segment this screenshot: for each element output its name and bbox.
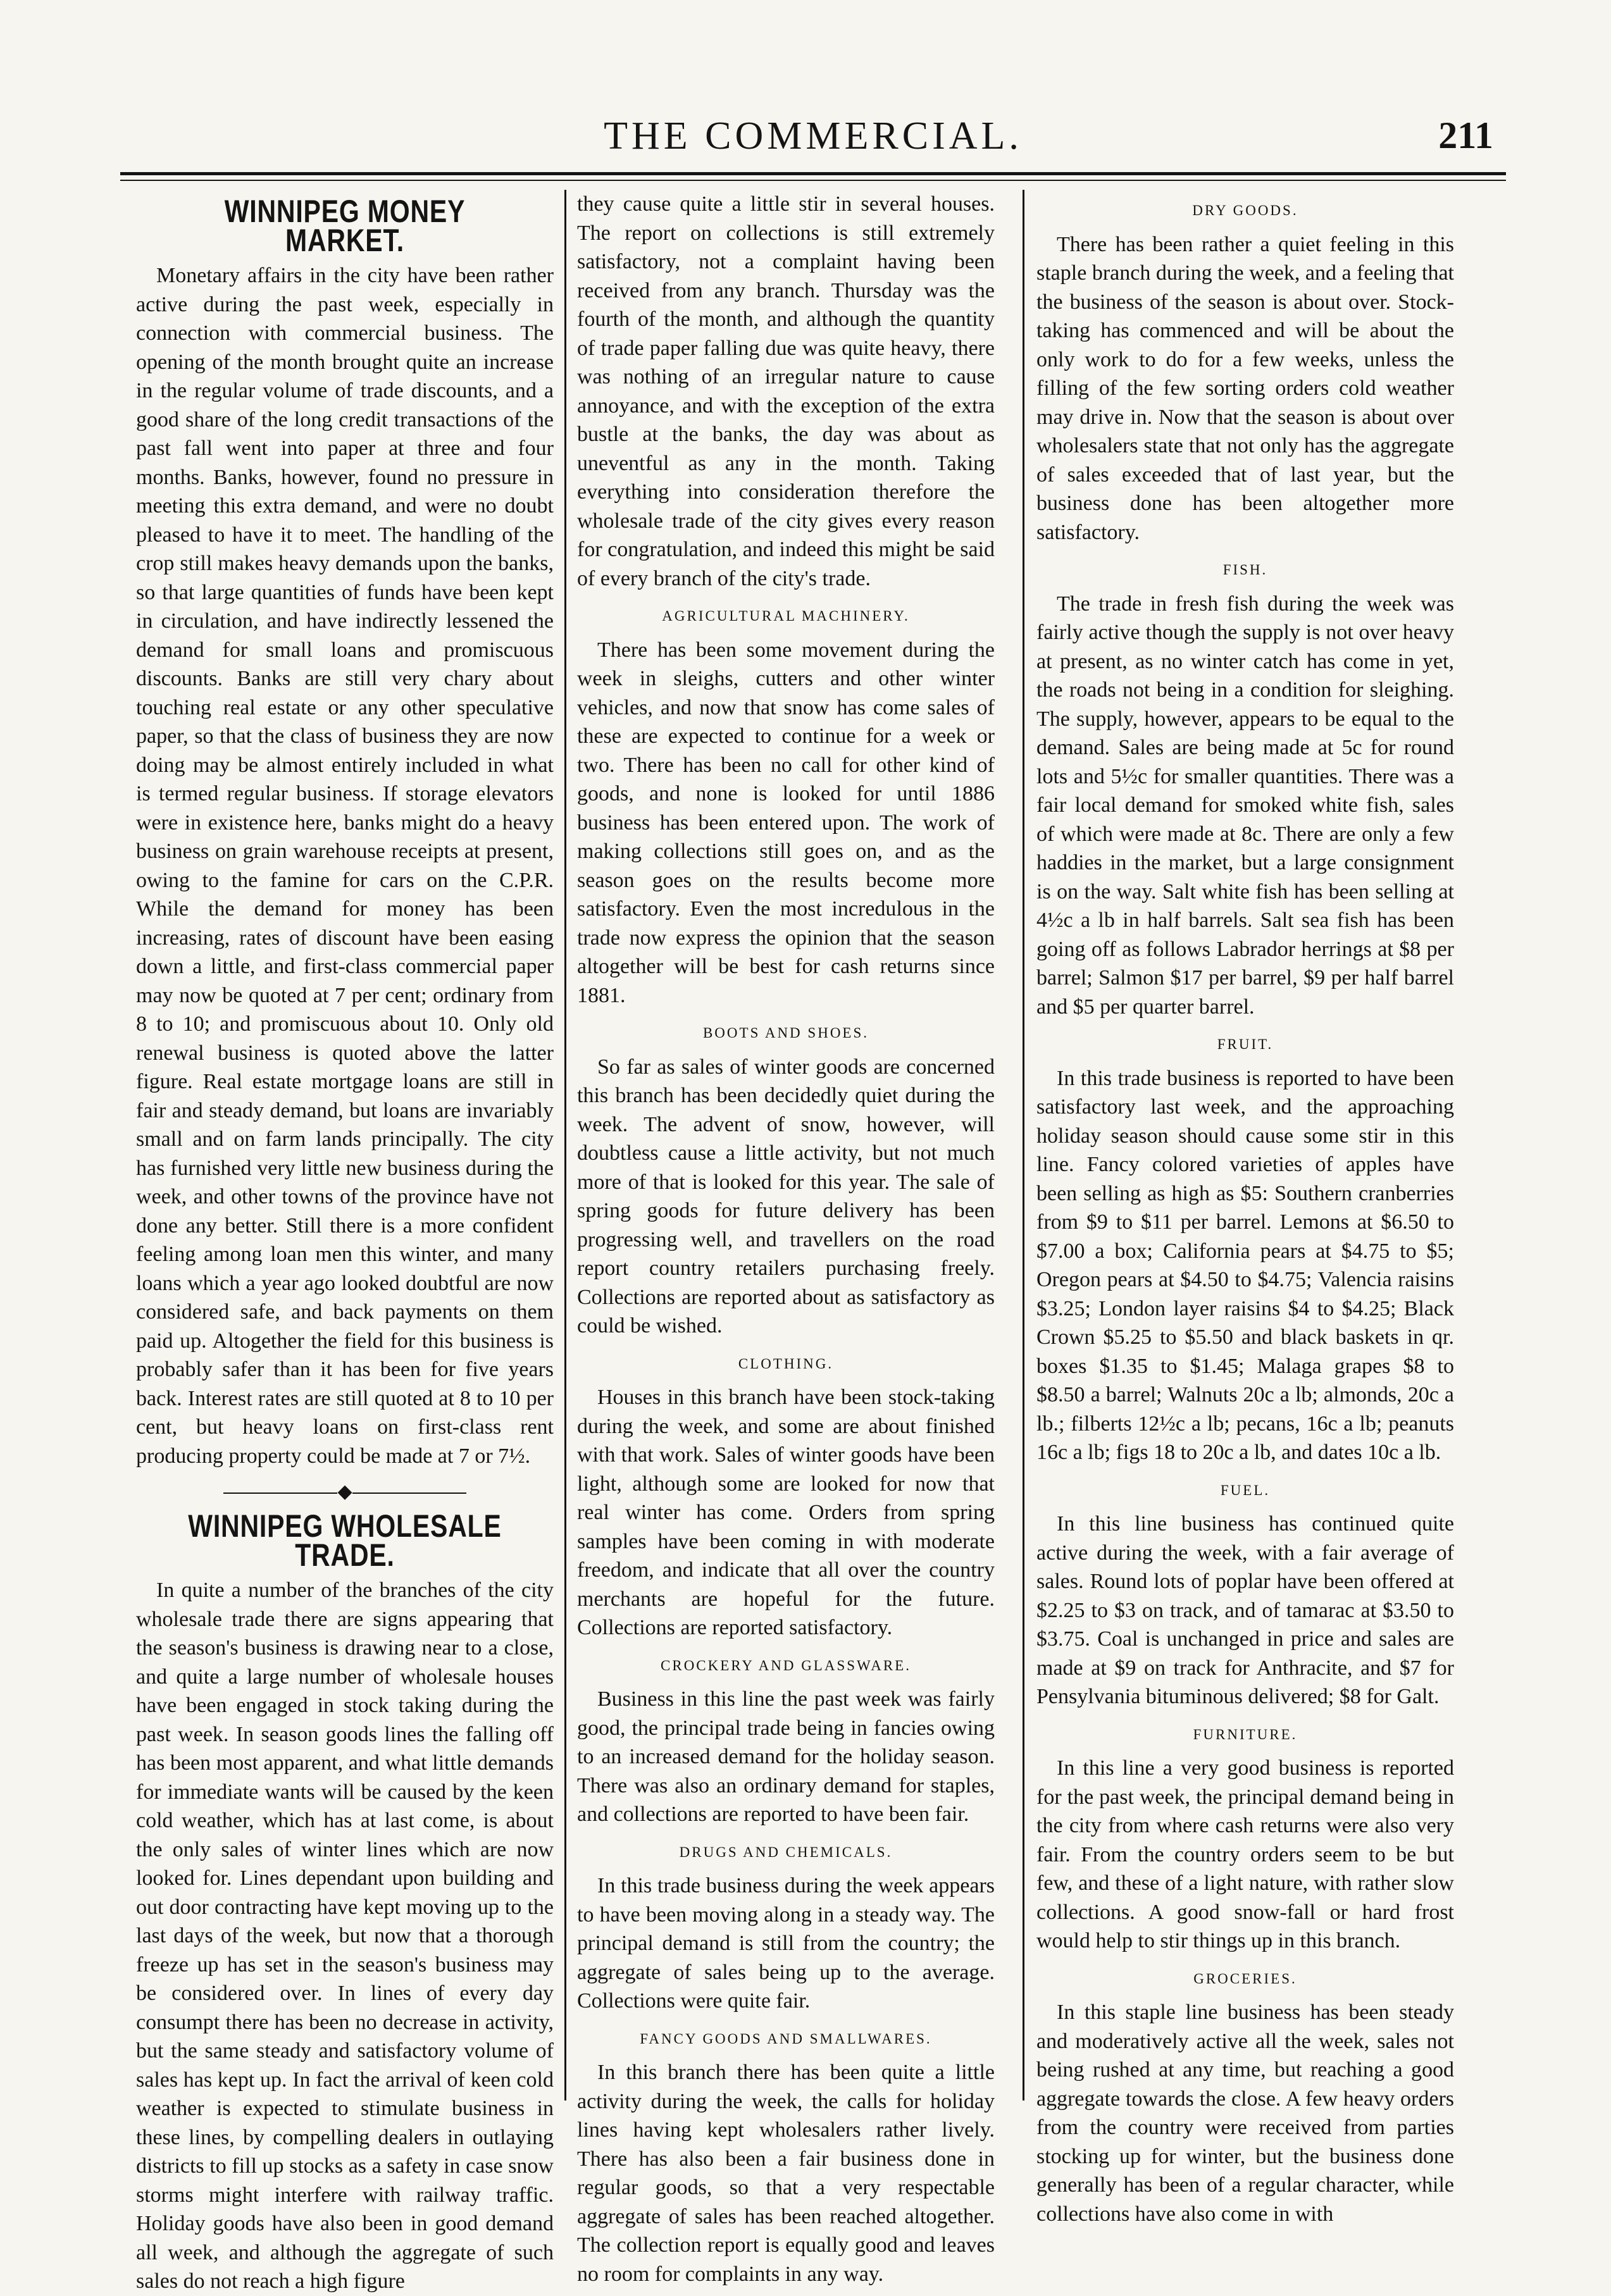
section-heading-agricultural: AGRICULTURAL MACHINERY.: [662, 608, 910, 624]
section-heading-boots: BOOTS AND SHOES.: [702, 1025, 869, 1041]
section-text-fancy: In this branch there has been quite a little activity during the week, the calls for holiday lines having kept wholesalers rather lively. There has also been a fair business done in regular goods, so that a very respectable aggregate of sales has been reached altogether. The collection report is equally good and leaves no room for complaints in any way.: [577, 2061, 995, 2286]
section-text-fuel: In this line business has continued quite active during the week, with a fair average of sales. Round lots of poplar have been offered at $2.25 to $3 on track, and of tamarac at $3.50 to $3.75. Coal is unchanged in price and sales are made at $9 on track for Anthracite, and $7 for Pensylvania bituminous delivered; $8 for Galt.: [1036, 1512, 1454, 1708]
section-text-agricultural: There has been some movement during the week in sleighs, cutters and other winter vehicles, and now that snow has come sales of these are expected to continue for a week or two. There has been no call for other kind of goods, and none is looked for until 1886 business has been entered upon. The work of making collections still goes on, and as the season goes on the results become more satisfactory. Even the most incredulous in the trade now express the opinion that the season altogether will be best for cash returns since 1881.: [577, 638, 995, 1007]
column-divider: [1023, 190, 1024, 2101]
column-1: [136, 190, 554, 2293]
header-rule: [120, 172, 1506, 175]
section-text-drugs: In this trade business during the week appears to have been moving along in a steady way. The principal demand is still from the country; the aggregate of sales being up to the average. Collections were quite fair.: [577, 1874, 995, 2013]
section-text-clothing: Houses in this branch have been stock-taking during the week, and some are about finished with that work. Sales of winter goods have been light, although some are looked for now that real winter has come. Orders from spring samples have been coming in with moderate freedom, and indicate that all over the country merchants are hopeful for the future. Collections are reported satisfactory.: [577, 1386, 995, 1639]
section-text-fish: The trade in fresh fish during the week was fairly active though the supply is not over heavy at present, as no winter catch has come in yet, the roads not being in a condition for sleighing. The supply, however, appears to be equal to the demand. Sales are being made at 5c for round lots and 5½c for smaller quantities. There was a fair local demand for smoked white fish, sales of which were made at 8c. There are only a few haddies in the market, but a large consignment is on the way. Salt white fish has been selling at 4½c a lb in half barrels. Salt sea fish has been going off as follows Labrador herrings at $8 per barrel; Salmon $17 per barrel, $9 per half barrel and $5 per quarter barrel.: [1036, 592, 1454, 1019]
article-title-wholesale-trade: WINNIPEG WHOLESALE TRADE.: [188, 1508, 502, 1573]
wholesale-trade-text: In quite a number of the branches of the city wholesale trade there are signs appearing that the season's business is drawing near to a close, and quite a large number of wholesale houses have been engaged in stock taking during the past week. In season goods lines the falling off has been most apparent, and what little demands for immediate wants will be caused by the keen cold weather, which has at last come, is about the only sales of winter lines which are now looked for. Lines dependant upon building and out door contracting have kept moving up to the last days of the week, but now that a thorough freeze up has set in the season's business may be considered over. In lines of every day consumpt there has been no decrease in activity, but the same steady and satisfactory volume of sales has kept up. In fact the arrival of keen cold weather is expected to stimulate business in these lines, by compelling dealers in outlaying districts to fill up stocks as a safety in case snow storms might interfere with railway traffic. Holiday goods have also been in good demand all week, and although the aggregate of such sales do not reach a high figure: [136, 1579, 554, 2293]
section-heading-fancy: FANCY GOODS AND SMALLWARES.: [640, 2030, 932, 2047]
section-text-groceries: In this staple line business has been steady and moderatively active all the week, sales not being rushed at any time, but reaching a good aggregate towards the close. A few heavy orders from the country were received from parties stocking up for winter, but the business done generally has been of a regular character, while collections have also come in with: [1036, 2001, 1454, 2226]
section-text-fruit: In this trade business is reported to have been satisfactory last week, and the approaching holiday season should cause some stir in this line. Fancy colored varieties of apples have been selling as high as $5: Southern cranberries from $9 to $11 per barrel. Lemons at $6.50 to $7.00 a box; California pears at $4.75 to $5; Oregon pears at $4.50 to $4.75; Valencia raisins $3.25; London layer raisins $4 to $4.25; Black Crown $5.25 to $5.50 and black baskets in qr. boxes $1.35 to $1.45; Malaga grapes $8 to $8.50 a barrel; Walnuts 20c a lb; almonds, 20c a lb.; filberts 12½c a lb; pecans, 16c a lb; peanuts 16c a lb; figs 18 to 20c a lb, and dates 10c a lb.: [1036, 1066, 1454, 1464]
section-ornament: ◆: [136, 1479, 554, 1505]
section-heading-clothing: CLOTHING.: [738, 1355, 834, 1372]
header-rule-thin: [120, 180, 1506, 181]
section-heading-crockery: CROCKERY AND GLASSWARE.: [661, 1657, 911, 1673]
column-divider: [564, 190, 566, 2101]
section-text-dry-goods: There has been rather a quiet feeling in this staple branch during the week, and a feeling that the business of the season is about over. Stock-taking has commenced and will be about the only work to do for a few weeks, unless the filling of the few sorting orders cold weather may drive in. Now that the season is about over wholesalers state that not only has the aggregate of sales exceeded that of last year, but the business done has been altogether more satisfactory.: [1036, 232, 1454, 544]
section-heading-furniture: FURNITURE.: [1193, 1726, 1298, 1742]
column-3: [1036, 190, 1454, 2226]
page-header: [120, 114, 1506, 164]
column-2: [577, 190, 995, 2286]
section-heading-fuel: FUEL.: [1220, 1482, 1271, 1498]
running-title: THE COMMERCIAL.: [604, 115, 1023, 158]
money-market-text: Monetary affairs in the city have been rather active during the past week, especially in connection with commercial business. The opening of the month brought quite an increase in the regular volume of trade discounts, and a good share of the long credit transactions of the past fall went into paper at three and four months. Banks, however, found no pressure in meeting this extra demand, and were no doubt pleased to have it to meet. The handling of the crop still makes heavy demands upon the banks, so that large quantities of funds have been kept in circulation, and have indirectly lessened the demand for small loans and promiscuous discounts. Banks are still very chary about touching real estate or any other speculative paper, so that the class of business they are now doing may be almost entirely included in what is termed regular business. If storage elevators were in existence here, banks might do a heavy business on grain warehouse receipts at present, owing to the famine for cars on the C.P.R. While the demand for money has been increasing, rates of discount have been easing down a little, and first-class commercial paper may now be quoted at 7 per cent; ordinary from 8 to 10; and promiscuous about 10. Only old renewal business is quoted above the latter figure. Real estate mortgage loans are still in fair and steady demand, but loans are invariably small and on farm lands principally. The city has furnished very little new business during the week, and other towns of the province have not done any better. Still there is a more confident feeling among loan men this winter, and many loans which a year ago looked doubtful are now considered safe, and back payments on them paid up. Altogether the field for this business is probably safer than it has been for five years back. Interest rates are still quoted at 8 to 10 per cent, but heavy loans on first-class rent producing property could be made at 7 or 7½.: [136, 264, 554, 1468]
section-heading-drugs: DRUGS AND CHEMICALS.: [679, 1844, 893, 1860]
section-heading-dry-goods: DRY GOODS.: [1192, 202, 1298, 218]
page-number: 211: [1438, 115, 1493, 156]
section-heading-groceries: GROCERIES.: [1193, 1970, 1297, 1987]
section-heading-fish: FISH.: [1222, 562, 1268, 578]
wholesale-trade-continued: they cause quite a little stir in several houses. The report on collections is still extremely satisfactory, not a complaint having been received from any branch. Thursday was the fourth of the month, and although the quantity of trade paper falling due was quite heavy, there was nothing of an irregular nature to cause annoyance, and with the exception of the extra bustle at the banks, the day was about as uneventful as any in the month. Taking everything into consideration therefore the wholesale trade of the city gives every reason for congratulation, and indeed this might be said of every branch of the city's trade.: [577, 192, 995, 590]
section-heading-fruit: FRUIT.: [1217, 1036, 1274, 1052]
article-title-money-market: WINNIPEG MONEY MARKET.: [224, 194, 466, 258]
section-text-boots: So far as sales of winter goods are concerned this branch has been decidedly quiet during the week. The advent of snow, however, will doubtless cause a little activity, but not much more of that is looked for this year. The sale of spring goods for future delivery has been progressing well, and travellers on the road report country retailers purchasing freely. Collections are reported about as satisfactory as could be wished.: [577, 1055, 995, 1337]
section-text-furniture: In this line a very good business is reported for the past week, the principal demand being in the city from where cash returns were also very fair. From the country orders seem to be but few, and these of a light nature, with rather slow collections. A good snow-fall or hard frost would help to stir things up in this branch.: [1036, 1756, 1454, 1952]
section-text-crockery: Business in this line the past week was fairly good, the principal trade being in fancies owing to an increased demand for the holiday season. There was also an ordinary demand for staples, and collections are reported to have been fair.: [577, 1687, 995, 1826]
